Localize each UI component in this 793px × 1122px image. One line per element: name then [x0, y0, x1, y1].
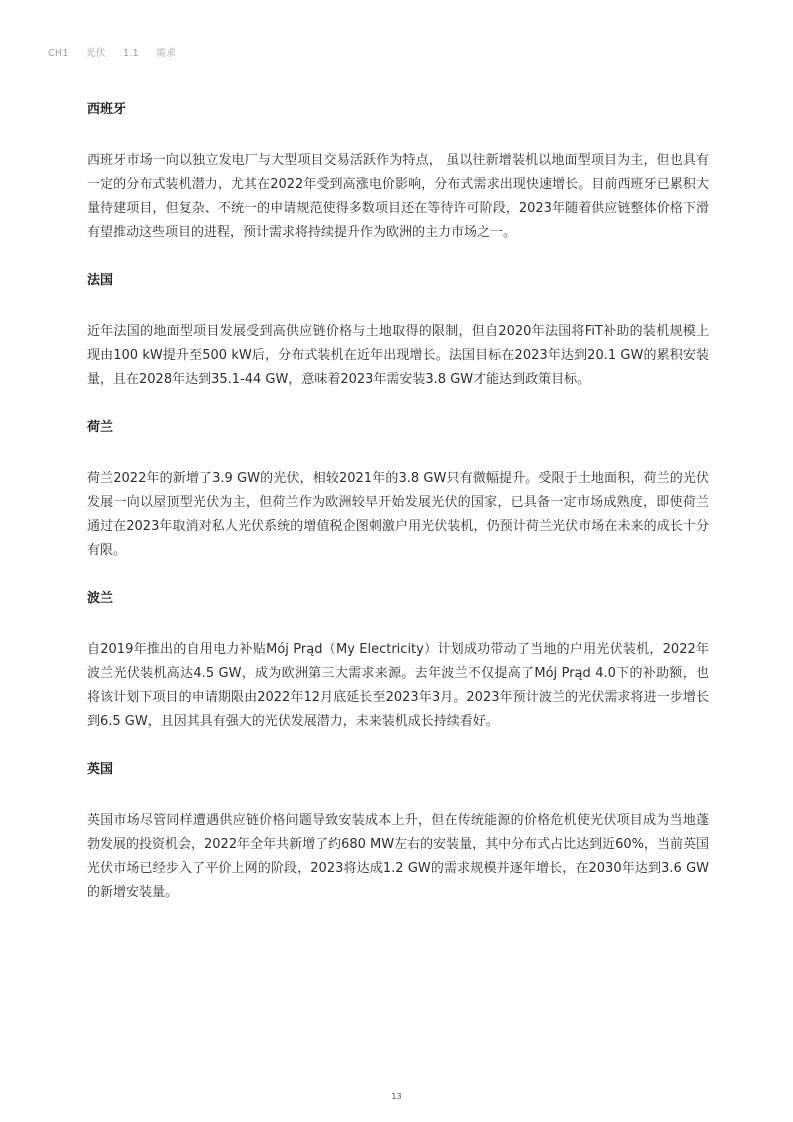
header-section-number: 1.1: [123, 48, 140, 59]
section-uk: [87, 758, 709, 905]
section-heading: 英国: [87, 762, 114, 777]
section-body: 自2019年推出的自用电力补贴Mój Prąd（My Electricity）计划成功带动了当地的户用光伏装机，2022年波兰光伏装机高达4.5 GW，成为欧洲第三大需求来源。去年波兰不仅提高了Mój Prąd 4.0下的补助额，也将该计划下项目的申请期限由2022年12月底延长至2023年3月。2023年预计波兰的光伏需求将进一步增长到6.5 GW，且因其具有强大的光伏发展潜力，未来装机成长持续看好。: [87, 642, 709, 729]
section-spain: [87, 98, 709, 245]
section-netherlands: [87, 416, 709, 563]
section-heading: 法国: [87, 273, 114, 288]
main-content: [87, 98, 709, 929]
header-chapter-title: 光伏: [86, 48, 106, 59]
section-body: 西班牙市场一向以独立发电厂与大型项目交易活跃作为特点， 虽以往新增装机以地面型项目为主，但也具有一定的分布式装机潜力，尤其在2022年受到高涨电价影响，分布式需求出现快速增长。目前西班牙已累积大量待建项目，但复杂、不统一的申请规范使得多数项目还在等待许可阶段，2023年随着供应链整体价格下滑有望推动这些项目的进程，预计需求将持续提升作为欧洲的主力市场之一。: [87, 153, 709, 240]
section-heading: 波兰: [87, 591, 114, 606]
header-chapter: CH1: [48, 48, 69, 59]
running-header: [48, 45, 190, 59]
section-heading: 西班牙: [87, 102, 127, 117]
section-heading: 荷兰: [87, 420, 114, 435]
section-france: [87, 269, 709, 392]
section-body: 荷兰2022年的新增了3.9 GW的光伏，相较2021年的3.8 GW只有微幅提升。受限于土地面积，荷兰的光伏发展一向以屋顶型光伏为主，但荷兰作为欧洲较早开始发展光伏的国家，已具备一定市场成熟度，即使荷兰通过在2023年取消对私人光伏系统的增值税企图刺激户用光伏装机，仍预计荷兰光伏市场在未来的成长十分有限。: [87, 471, 709, 558]
section-poland: [87, 587, 709, 734]
section-body: 英国市场尽管同样遭遇供应链价格问题导致安装成本上升，但在传统能源的价格危机使光伏项目成为当地蓬勃发展的投资机会，2022年全年共新增了约680 MW左右的安装量，其中分布式占比达到近60%，当前英国光伏市场已经步入了平价上网的阶段，2023将达成1.2 GW的需求规模并逐年增长，在2030年达到3.6 GW的新增安装量。: [87, 813, 709, 900]
page-number: 13: [391, 1092, 402, 1101]
section-body: 近年法国的地面型项目发展受到高供应链价格与土地取得的限制，但自2020年法国将FiT补助的装机规模上现由100 kW提升至500 kW后，分布式装机在近年出现增长。法国目标在2023年达到20.1 GW的累积安装量，且在2028年达到35.1-44 GW，意味着2023年需安装3.8 GW才能达到政策目标。: [87, 324, 709, 387]
header-section-title: 需求: [156, 48, 176, 59]
